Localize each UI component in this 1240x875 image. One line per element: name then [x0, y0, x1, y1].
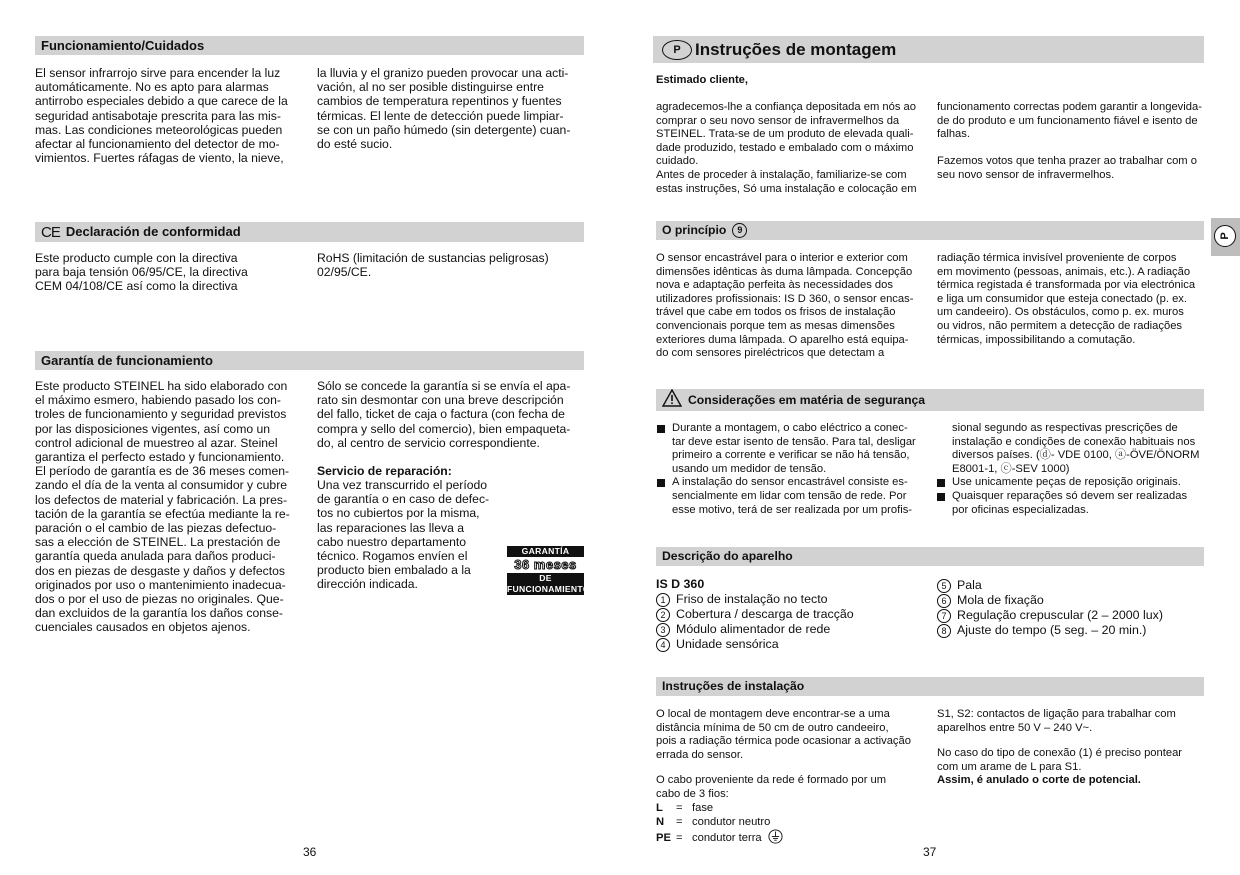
square-bullet-icon: [657, 479, 665, 487]
ground-icon: [768, 829, 783, 844]
repair-title: Servicio de reparación:: [317, 464, 452, 478]
page-title: Instruções de montagem: [695, 40, 897, 59]
wire-row: [656, 802, 783, 816]
part-number: 8: [937, 624, 951, 638]
safety-bullet: [657, 422, 935, 476]
principio-col1: O sensor encastrável para o interior e exterior com dimensões idênticas às duma lâmpada. Concepção nova e adaptação perfeita às necessidades dos utilizadores profissionais: IS D 360, o sensor encas- trável que cabe em todos os frisos de instalação convencionais porque tem as mesas dimensões exteriores duma lâmpada. O aparelho está equipa- do com sensores pireléctricos que detectam a: [656, 252, 914, 360]
safety-col1: [657, 422, 935, 517]
conformidad-col1: Este producto cumple con la directiva para baja tensión 06/95/CE, la directiva CEM 04/108/CE así como la directiva: [35, 251, 248, 294]
section-header-funcionamiento: [35, 36, 584, 55]
square-bullet-icon: [937, 479, 945, 487]
figure-ref: 9: [732, 223, 747, 238]
wire-code: L: [656, 802, 663, 814]
garantia-col2: Sólo se concede la garantía si se envía el apa- rato sin desmontar con una breve descripción del fallo, ticket de caja o factura (con fecha de compra y sello del comercio), bien empaqueta- do, al centro de servicio correspondiente.: [317, 379, 571, 450]
safety-continued-text: sional segundo as respectivas prescrições de instalação e condições de conexão habituais nos diversos países. (ⓓ- VDE 0100, ⓐ-ÖVE/ÖNORM E8001-1, ⓒ-SEV 1000): [952, 422, 1200, 475]
safety-bullet: [937, 476, 1209, 490]
part-label: Regulação crepuscular (2 – 2000 lux): [957, 608, 1163, 622]
section-title: O princípio: [662, 223, 727, 237]
wire-code: PE: [656, 832, 671, 845]
section-title: Considerações em matéria de segurança: [688, 393, 926, 407]
part-label: Friso de instalação no tecto: [676, 592, 828, 606]
part-label: Pala: [957, 578, 982, 592]
parts-list-left: [656, 592, 854, 652]
safety-bullet: [657, 476, 935, 517]
install-col1-p1: O local de montagem deve encontrar-se a uma distância mínima de 50 cm de outro candeeiro, pois a radiação térmica pode ocasionar a activação errada do sensor.: [656, 708, 911, 761]
section-header-seguranca: [656, 389, 1204, 411]
safety-bullet-text: A instalação do sensor encastrável consiste es- sencialmente em lidar com tensão de rede. Por esse motivo, terá de ser realizada por um profis-: [672, 476, 913, 516]
part-label: Unidade sensórica: [676, 637, 779, 651]
part-number: 6: [937, 594, 951, 608]
part-label: Ajuste do tempo (5 seg. – 20 min.): [957, 623, 1147, 637]
section-header-descricao: [656, 547, 1204, 566]
language-side-tab: [1211, 218, 1240, 256]
part-item: [656, 622, 854, 637]
wire-eq: =: [676, 815, 683, 828]
part-label: Cobertura / descarga de tracção: [676, 607, 854, 621]
principio-col2: radiação térmica invisível proveniente de corpos em movimento (pessoas, animais, etc.). A radiação térmica registada é transformada por via electrónica e liga um consumidor que esteja conectado (p. ex. um candeeiro). Os obstáculos, como p. ex. muros ou vidros, não permitem a detecção de radiações térmicas, impossibilitando a comutação.: [937, 252, 1196, 346]
part-number: 4: [656, 638, 670, 652]
part-item: [656, 607, 854, 622]
garantia-col1: Este producto STEINEL ha sido elaborado con el máximo esmero, habiendo pasado los con- troles de funcionamiento y seguridad previstos por las disposiciones vigentes, así como un control adicional de muestreo al azar. Steinel garantiza el perfecto estado y funcionamiento. El período de garantía es de 36 meses comen- zando el día de la venta al consumidor y cubre los defectos de material y fabricación. La pres- tación de la garantía se efectúa mediante la re- paración o el cambio de las piezas defectuo- sas a elección de STEINEL. La prestación de garantía queda anulada para daños produci- dos en piezas de desgaste y daños y defectos originados por uso o mantenimiento inadecua- dos o por el uso de piezas no originales. Que- dan excluidos de la garantía los daños conse- cuenciales causados en objetos ajenos.: [35, 379, 290, 635]
funcionamiento-col2: la lluvia y el granizo pueden provocar una acti- vación, al no ser posible distinguirse entre cambios de temperatura repentinos y fuentes térmicas. El lente de detección puede limpiar- se con un paño húmedo (sin detergente) cuan- do esté sucio.: [317, 66, 571, 152]
warranty-badge: [507, 546, 590, 595]
wire-row: [656, 816, 783, 830]
part-item: [656, 592, 854, 607]
part-item: [656, 637, 854, 652]
greeting: Estimado cliente,: [656, 74, 749, 86]
section-header-instalacao: [656, 677, 1204, 696]
side-tab-mark: P: [1214, 225, 1236, 247]
section-header-conformidad: [35, 222, 584, 242]
wire-row: [656, 829, 783, 846]
model-name: IS D 360: [656, 577, 705, 591]
warning-icon: [662, 389, 682, 407]
wire-label: condutor neutro: [692, 815, 771, 828]
part-label: Mola de fixação: [957, 593, 1044, 607]
part-number: 5: [937, 579, 951, 593]
page-title-bar: [653, 36, 1204, 63]
parts-list-right: [937, 578, 1163, 638]
wire-code: N: [656, 815, 665, 828]
install-col2-bold: Assim, é anulado o corte de potencial.: [937, 774, 1141, 786]
funcionamiento-col1: El sensor infrarrojo sirve para encender la luz automáticamente. No es apto para alarmas antirrobo especiales debido a que carece de la seguridad antisabotaje prescrita para las mis- mas. Las condiciones meteorológicas pueden afectar al funcionamiento del detector de mo- vimientos. Fuertes ráfagas de viento, la nieve,: [35, 66, 288, 166]
wire-eq: =: [676, 802, 683, 814]
section-title: Instruções de instalação: [662, 679, 805, 693]
badge-bottom: DE FUNCIONAMIENTO: [507, 573, 590, 594]
intro-col2: funcionamento correctas podem garantir a longevida- de do produto e um funcionamento fiável e isento de falhas. Fazemos votos que tenha prazer ao trabalhar com o seu novo sensor de infravermelhos.: [937, 101, 1202, 181]
install-col1-p2: O cabo proveniente da rede é formado por um cabo de 3 fios:: [656, 774, 887, 800]
section-title: Descrição do aparelho: [662, 549, 793, 563]
part-number: 2: [656, 608, 670, 622]
conformidad-col2: RoHS (limitación de sustancias peligrosas) 02/95/CE.: [317, 251, 549, 280]
square-bullet-icon: [937, 493, 945, 501]
intro-col1: agradecemos-lhe a confiança depositada em nós ao comprar o seu novo sensor de infravermelhos da STEINEL. Trata-se de um produto de elevada quali- dade produzido, testado e embalado com o máximo cuidado. Antes de proceder à instalação, familiarize-se com estas instruções, Só uma instalação e colocação em: [656, 101, 917, 195]
part-number: 1: [656, 593, 670, 607]
page-number-right: 37: [923, 845, 937, 859]
language-mark: P: [662, 40, 692, 60]
section-title: Declaración de conformidad: [65, 224, 241, 239]
section-title: Funcionamiento/Cuidados: [41, 38, 205, 53]
part-number: 3: [656, 623, 670, 637]
badge-top: GARANTÍA: [507, 546, 584, 557]
safety-col2: [937, 422, 1209, 517]
part-item: [937, 623, 1163, 638]
badge-middle: 36 meses: [514, 557, 577, 572]
part-item: [937, 578, 1163, 593]
safety-bullet-text: Quaisquer reparações só devem ser realizadas por oficinas especializadas.: [952, 489, 1188, 516]
wire-label: condutor terra: [692, 832, 762, 845]
part-item: [937, 593, 1163, 608]
section-header-principio: [656, 221, 1204, 240]
safety-bullet: [937, 490, 1209, 517]
safety-bullet-text: Use unicamente peças de reposição originais.: [952, 476, 1181, 489]
wire-label: fase: [692, 802, 714, 814]
install-col2-p1: S1, S2: contactos de ligação para trabalhar com aparelhos entre 50 V – 240 V~.: [937, 708, 1176, 734]
wire-list: [656, 802, 783, 846]
page-number-left: 36: [303, 845, 317, 859]
ce-mark: CE: [41, 224, 60, 241]
part-number: 7: [937, 609, 951, 623]
repair-text: Una vez transcurrido el período de garantía o en caso de defec- tos no cubiertos por la misma, las reparaciones las lleva a cabo nuestro departamento técnico. Rogamos envíen el producto bien embalado a la dirección indicada.: [317, 478, 490, 592]
wire-eq: =: [676, 832, 683, 845]
safety-bullet-text: Durante a montagem, o cabo eléctrico a conec- tar deve estar isento de tensão. Para tal, desligar primeiro a corrente e verificar se não há tensão, usando um medidor de tensão.: [672, 422, 916, 475]
install-col2-p2: No caso do tipo de conexão (1) é preciso pontear com um arame de L para S1.: [937, 747, 1183, 773]
part-item: [937, 608, 1163, 623]
part-label: Módulo alimentador de rede: [676, 622, 831, 636]
section-header-garantia: [35, 351, 584, 370]
section-title: Garantía de funcionamiento: [41, 353, 213, 368]
square-bullet-icon: [657, 425, 665, 433]
